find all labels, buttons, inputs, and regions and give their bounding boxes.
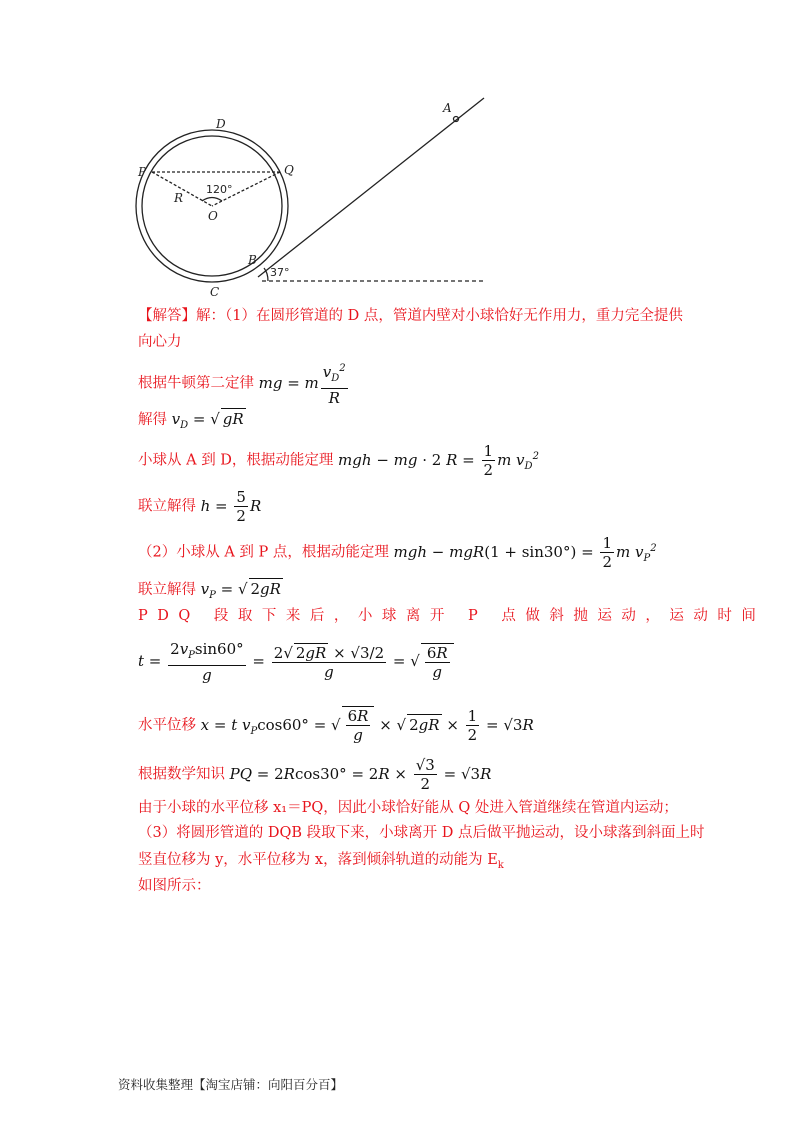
label-q: Q (284, 163, 294, 177)
solution-line-10 (138, 640, 454, 684)
solution-line-1: 【解答】解：（1）在圆形管道的 D 点，管道内壁对小球恰好无作用力，重力完全提供 (138, 308, 683, 324)
solution-line-7 (138, 534, 657, 571)
line-7-text: （2）小球从 A 到 P 点，根据动能定理 (138, 544, 389, 561)
line-5-text: 小球从 A 到 D，根据动能定理 (138, 452, 334, 469)
line-6-text: 联立解得 (138, 498, 196, 515)
label-o: O (208, 209, 218, 223)
line-12-text: 根据数学知识 (138, 766, 225, 783)
equation-x: x = t $v_P\cos 60^\circ$ = √ $\frac{6R}{g}$ × √ 2gR × $\frac{1}{2}$ = √3R (200, 707, 534, 744)
label-c: C (210, 285, 220, 299)
solution-line-4 (138, 408, 246, 436)
solution-line-3 (138, 360, 350, 407)
label-d: D (216, 117, 226, 131)
equation-energy-ad: mgh − mg · 2 R = $\frac{1}{2}$ m $v_D^2$ (338, 442, 539, 479)
page-footer: 资料收集整理【淘宝店铺：向阳百分百】 (118, 1077, 344, 1092)
line-15-text: 竖直位移为 y，水平位移为 x，落到倾斜轨道的动能为 E (138, 852, 498, 868)
incline-line (258, 98, 484, 277)
solution-line-8 (138, 578, 283, 606)
label-p: P (138, 165, 147, 179)
label-a: A (443, 101, 452, 115)
solution-line-9: PDQ 段取下来后，小球离开 P 点做斜抛运动，运动时间 (138, 608, 766, 624)
line-4-text: 解得 (138, 412, 167, 428)
label-37: 37° (270, 266, 290, 279)
label-b: B (248, 253, 257, 267)
solution-line-13: 由于小球的水平位移 x₁＝PQ，因此小球恰好能从 Q 处进入管道继续在管道内运动； (138, 800, 678, 816)
solution-line-5 (138, 442, 539, 479)
equation-vp: $v_P$ = √ 2gR (200, 580, 281, 601)
solution-line-2: 向心力 (138, 334, 182, 350)
solution-line-16: 如图所示： (138, 878, 211, 894)
label-120: 120° (206, 183, 233, 196)
line-8-text: 联立解得 (138, 582, 196, 598)
angle-120-arc (202, 198, 222, 202)
equation-vd: $v_D$ = √ gR (171, 410, 244, 431)
equation-energy-ap: mgh − mgR(1 + sin30°) = $\frac{1}{2}$ m $v_P^2$ (393, 534, 657, 571)
circular-track-figure (130, 92, 500, 302)
line-15-subscript: k (497, 859, 504, 871)
solution-line-14: （3）将圆形管道的 DQB 段取下来，小球离开 D 点后做平抛运动，设小球落到斜面上时 (138, 825, 705, 841)
line-11-text: 水平位移 (138, 717, 196, 734)
equation-pq: PQ = 2Rcos30° = 2R × $\frac{√3}{2}$ = √3R (229, 756, 492, 793)
equation-h: h = $\frac{5}{2}$ R (200, 488, 262, 525)
equation-newton: mg = m $\frac{v_D^2}{R}$ (259, 374, 350, 392)
solution-line-11 (138, 706, 534, 744)
solution-line-6 (138, 488, 261, 525)
equation-time: t = $\frac{2v_P\sin 60^\circ}{g}$ = $\frac{2√ 2gR \times √3/2}{g}$ = √ $\frac{6R}{g}$ (138, 652, 454, 670)
line-3-text: 根据牛顿第二定律 (138, 375, 254, 392)
label-r: R (174, 191, 184, 205)
solution-line-12 (138, 756, 491, 793)
solution-line-15 (138, 850, 504, 876)
